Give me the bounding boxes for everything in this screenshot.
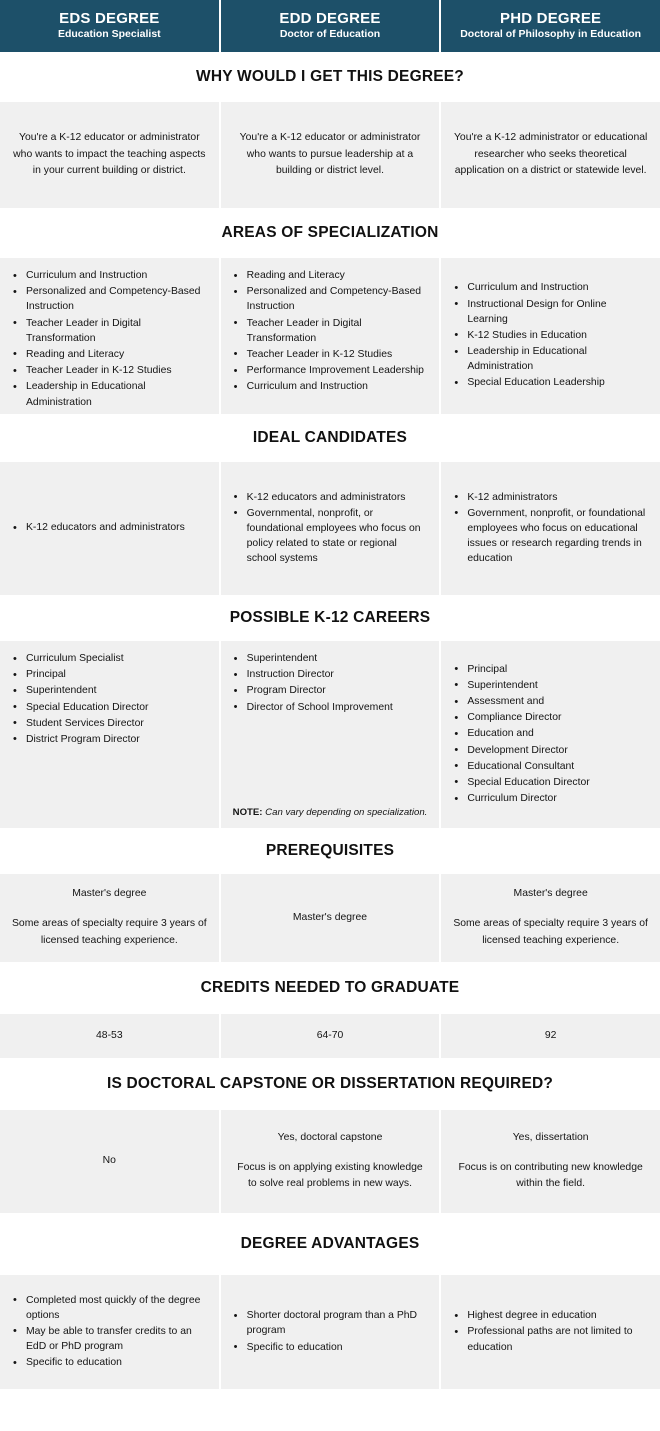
list-item: • Leadership in Educational Administration [12, 379, 207, 409]
cell-credits-edd-value: 64-70 [316, 1029, 344, 1041]
cell-advantages-edd [221, 1275, 440, 1389]
list-item: • Curriculum Director [453, 791, 648, 806]
list-careers-eds [12, 651, 207, 748]
list-item: • Government, nonprofit, or foundational employees who focus on educational issues or research regarding trends in education [453, 506, 648, 567]
list-item: • Curriculum and Instruction [12, 268, 207, 283]
list-item: • Student Services Director [12, 716, 207, 731]
cell-credits-edd [221, 1014, 440, 1058]
list-areas-edd [233, 268, 428, 396]
list-candidates-edd [233, 490, 428, 568]
cell-capstone-phd-line1: Yes, dissertation [512, 1131, 589, 1143]
cell-prerequisites-edd-line1: Master's degree [292, 911, 368, 923]
cell-prerequisites-edd [221, 874, 440, 962]
cell-advantages-eds [0, 1275, 219, 1389]
list-item: • Reading and Literacy [12, 347, 207, 362]
cell-credits-phd-value: 92 [544, 1029, 557, 1041]
cell-capstone-eds [0, 1110, 219, 1213]
section-row-careers [0, 641, 660, 828]
cell-candidates-phd [441, 462, 660, 595]
list-item: • Superintendent [453, 678, 648, 693]
list-item: • Special Education Leadership [453, 375, 648, 390]
section-title-capstone: IS DOCTORAL CAPSTONE OR DISSERTATION REQUIRED? [0, 1058, 660, 1110]
list-item: • Educational Consultant [453, 759, 648, 774]
list-item: • Governmental, nonprofit, or foundational employees who focus on policy related to state or regional school systems [233, 506, 428, 567]
list-item: • Specific to education [233, 1340, 428, 1355]
section-row-why [0, 102, 660, 208]
list-item: • K-12 Studies in Education [453, 328, 648, 343]
cell-capstone-edd [221, 1110, 440, 1213]
list-advantages-eds [12, 1293, 207, 1372]
cell-why-phd-text: You're a K-12 administrator or educational researcher who seeks theoretical application on a district or statewide level. [453, 131, 648, 177]
cell-areas-edd [221, 258, 440, 414]
cell-credits-eds [0, 1014, 219, 1058]
list-item: • Superintendent [12, 683, 207, 698]
list-item: • K-12 administrators [453, 490, 648, 505]
column-header-eds-subtitle: Education Specialist [57, 28, 161, 41]
section-row-credits [0, 1014, 660, 1058]
list-careers-edd [233, 651, 428, 716]
cell-prerequisites-eds-line1: Master's degree [72, 888, 147, 900]
cell-careers-edd [221, 641, 440, 828]
cell-capstone-phd [441, 1110, 660, 1213]
list-item: • Personalized and Competency-Based Instruction [12, 284, 207, 314]
list-item: • Curriculum and Instruction [233, 379, 428, 394]
cell-why-edd-text: You're a K-12 educator or administrator who wants to pursue leadership at a building or district level. [239, 131, 421, 177]
list-item: • Highest degree in education [453, 1308, 648, 1323]
list-item: • Instructional Design for Online Learning [453, 297, 648, 327]
column-header-edd [221, 0, 440, 52]
cell-prerequisites-phd-line2: Some areas of specialty require 3 years of licensed teaching experience. [453, 918, 648, 946]
cell-capstone-phd-line2: Focus is on contributing new knowledge within the field. [458, 1161, 643, 1190]
cell-careers-eds [0, 641, 219, 828]
column-headers [0, 0, 660, 52]
column-header-phd [441, 0, 660, 52]
cell-advantages-phd [441, 1275, 660, 1389]
list-item: • Program Director [233, 683, 428, 698]
list-item: • Assessment and [453, 694, 648, 709]
list-candidates-phd [453, 490, 648, 568]
list-item: • Professional paths are not limited to education [453, 1324, 648, 1354]
list-item: • Curriculum Specialist [12, 651, 207, 666]
cell-candidates-edd [221, 462, 440, 595]
column-header-edd-subtitle: Doctor of Education [279, 28, 381, 41]
cell-candidates-eds [0, 462, 219, 595]
cell-prerequisites-eds [0, 874, 219, 962]
section-title-why: WHY WOULD I GET THIS DEGREE? [0, 52, 660, 102]
section-row-capstone [0, 1110, 660, 1213]
list-item: • Director of School Improvement [233, 700, 428, 715]
list-areas-eds [12, 268, 207, 411]
list-item: • Leadership in Educational Administration [453, 344, 648, 374]
cell-credits-phd [441, 1014, 660, 1058]
careers-edd-note-text: Can vary depending on specialization. [262, 806, 428, 818]
list-item: • May be able to transfer credits to an EdD or PhD program [12, 1324, 207, 1354]
list-item: • Education and [453, 726, 648, 741]
section-title-prerequisites: PREREQUISITES [0, 828, 660, 874]
careers-edd-note [233, 807, 430, 819]
list-item: • K-12 educators and administrators [12, 520, 207, 535]
cell-prerequisites-phd-line1: Master's degree [513, 888, 588, 900]
section-row-advantages [0, 1275, 660, 1389]
cell-credits-eds-value: 48-53 [96, 1029, 123, 1041]
list-advantages-phd [453, 1308, 648, 1356]
cell-prerequisites-phd [441, 874, 660, 962]
list-areas-phd [453, 280, 648, 391]
list-item: • Compliance Director [453, 710, 648, 725]
list-careers-phd [453, 662, 648, 808]
column-header-phd-subtitle: Doctoral of Philosophy in Education [460, 28, 642, 41]
list-item: • Completed most quickly of the degree options [12, 1293, 207, 1323]
cell-why-eds-text: You're a K-12 educator or administrator who wants to impact the teaching aspects in your current building or district. [13, 131, 206, 177]
section-title-areas: AREAS OF SPECIALIZATION [0, 208, 660, 258]
list-item: • Development Director [453, 743, 648, 758]
section-row-candidates [0, 462, 660, 595]
cell-areas-eds [0, 258, 219, 414]
section-title-careers: POSSIBLE K-12 CAREERS [0, 595, 660, 641]
list-candidates-eds [12, 520, 207, 536]
column-header-eds-title: EDS DEGREE [59, 9, 160, 27]
list-item: • Performance Improvement Leadership [233, 363, 428, 378]
list-item: • K-12 educators and administrators [233, 490, 428, 505]
list-item: • Special Education Director [453, 775, 648, 790]
list-item: • Shorter doctoral program than a PhD program [233, 1308, 428, 1338]
list-item: • Reading and Literacy [233, 268, 428, 283]
section-title-credits: CREDITS NEEDED TO GRADUATE [0, 962, 660, 1014]
cell-areas-phd [441, 258, 660, 414]
list-item: • Superintendent [233, 651, 428, 666]
list-item: • Personalized and Competency-Based Instruction [233, 284, 428, 314]
section-row-areas [0, 258, 660, 414]
cell-why-phd [441, 102, 660, 208]
list-item: • Curriculum and Instruction [453, 280, 648, 295]
cell-capstone-edd-line1: Yes, doctoral capstone [277, 1131, 383, 1143]
list-item: • District Program Director [12, 732, 207, 747]
list-item: • Specific to education [12, 1355, 207, 1370]
column-header-eds [0, 0, 219, 52]
list-advantages-edd [233, 1308, 428, 1356]
cell-why-eds [0, 102, 219, 208]
cell-why-edd [221, 102, 440, 208]
list-item: • Teacher Leader in K-12 Studies [233, 347, 428, 362]
list-item: • Instruction Director [233, 667, 428, 682]
list-item: • Teacher Leader in Digital Transformation [12, 316, 207, 346]
column-header-phd-title: PHD DEGREE [500, 9, 602, 27]
list-item: • Teacher Leader in K-12 Studies [12, 363, 207, 378]
section-title-advantages: DEGREE ADVANTAGES [0, 1213, 660, 1275]
cell-careers-phd [441, 641, 660, 828]
list-item: • Principal [12, 667, 207, 682]
section-row-prerequisites [0, 874, 660, 962]
cell-capstone-edd-line2: Focus is on applying existing knowledge to solve real problems in new ways. [237, 1161, 423, 1190]
cell-capstone-eds-line1: No [102, 1155, 116, 1167]
column-header-edd-title: EDD DEGREE [279, 9, 381, 27]
section-title-candidates: IDEAL CANDIDATES [0, 414, 660, 462]
careers-edd-note-label: NOTE: [232, 806, 263, 818]
cell-prerequisites-eds-line2: Some areas of specialty require 3 years of licensed teaching experience. [12, 918, 207, 946]
list-item: • Special Education Director [12, 700, 207, 715]
list-item: • Teacher Leader in Digital Transformation [233, 316, 428, 346]
list-item: • Principal [453, 662, 648, 677]
